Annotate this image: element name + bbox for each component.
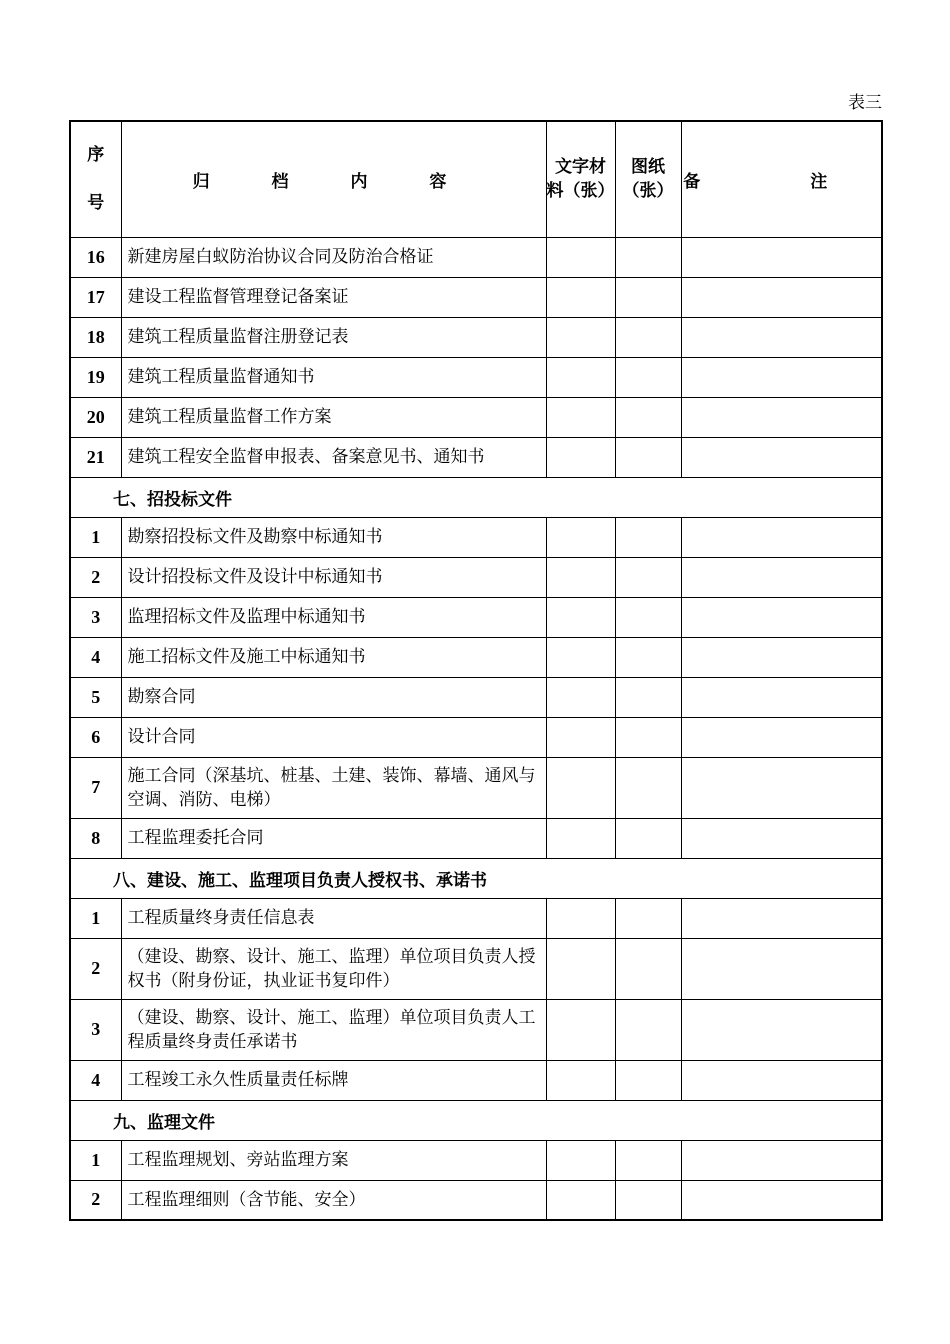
row-content: 建筑工程质量监督通知书 — [121, 357, 546, 397]
row-content: 工程监理规划、旁站监理方案 — [121, 1140, 546, 1180]
row-number: 2 — [70, 938, 121, 999]
text-material-cell — [546, 437, 615, 477]
table-row — [70, 597, 882, 637]
table-row — [70, 938, 882, 999]
row-number: 18 — [70, 317, 121, 357]
remarks-cell — [681, 557, 882, 597]
drawings-cell — [615, 1060, 681, 1100]
archive-table — [69, 120, 883, 1221]
drawings-cell — [615, 557, 681, 597]
remarks-cell — [681, 757, 882, 818]
header-text-line2: 料（张） — [546, 181, 615, 202]
table-row — [70, 1140, 882, 1180]
header-content: 归 档 内 容 — [121, 121, 546, 237]
drawings-cell — [615, 999, 681, 1060]
remarks-cell — [681, 818, 882, 858]
header-seq — [70, 121, 121, 237]
text-material-cell — [546, 1140, 615, 1180]
row-content: 新建房屋白蚁防治协议合同及防治合格证 — [121, 237, 546, 277]
row-number: 17 — [70, 277, 121, 317]
drawings-cell — [615, 1140, 681, 1180]
row-content: 施工合同（深基坑、桩基、土建、装饰、幕墙、通风与空调、消防、电梯） — [121, 757, 546, 818]
row-content: 工程监理委托合同 — [121, 818, 546, 858]
remarks-cell — [681, 517, 882, 557]
text-material-cell — [546, 1180, 615, 1220]
drawings-cell — [615, 437, 681, 477]
text-material-cell — [546, 898, 615, 938]
text-material-cell — [546, 237, 615, 277]
section-title: 九、监理文件 — [70, 1100, 882, 1140]
section-row — [70, 1100, 882, 1140]
row-number: 3 — [70, 597, 121, 637]
remarks-cell — [681, 357, 882, 397]
drawings-cell — [615, 317, 681, 357]
section-title: 八、建设、施工、监理项目负责人授权书、承诺书 — [70, 858, 882, 898]
row-number: 4 — [70, 637, 121, 677]
table-row — [70, 517, 882, 557]
row-number: 1 — [70, 517, 121, 557]
table-row — [70, 237, 882, 277]
text-material-cell — [546, 397, 615, 437]
section-title: 七、招投标文件 — [70, 477, 882, 517]
drawings-cell — [615, 818, 681, 858]
drawings-cell — [615, 717, 681, 757]
drawings-cell — [615, 237, 681, 277]
row-content: 设计招投标文件及设计中标通知书 — [121, 557, 546, 597]
row-number: 8 — [70, 818, 121, 858]
table-row — [70, 757, 882, 818]
header-seq-line1: 序 — [87, 145, 105, 166]
table-row — [70, 277, 882, 317]
row-content: 工程竣工永久性质量责任标牌 — [121, 1060, 546, 1100]
row-content: 建筑工程质量监督工作方案 — [121, 397, 546, 437]
drawings-cell — [615, 357, 681, 397]
text-material-cell — [546, 317, 615, 357]
remarks-cell — [681, 597, 882, 637]
table-row — [70, 818, 882, 858]
header-row — [70, 121, 882, 237]
drawings-cell — [615, 597, 681, 637]
text-material-cell — [546, 517, 615, 557]
row-number: 1 — [70, 898, 121, 938]
remarks-cell — [681, 437, 882, 477]
text-material-cell — [546, 557, 615, 597]
row-number: 5 — [70, 677, 121, 717]
drawings-cell — [615, 277, 681, 317]
header-text-material — [546, 121, 615, 237]
section-row — [70, 477, 882, 517]
row-number: 3 — [70, 999, 121, 1060]
text-material-cell — [546, 357, 615, 397]
row-content: 建筑工程质量监督注册登记表 — [121, 317, 546, 357]
drawings-cell — [615, 517, 681, 557]
row-content: 勘察合同 — [121, 677, 546, 717]
drawings-cell — [615, 677, 681, 717]
header-text-line1: 文字材 — [555, 157, 606, 178]
remarks-cell — [681, 237, 882, 277]
drawings-cell — [615, 397, 681, 437]
table-label: 表三 — [848, 93, 882, 113]
text-material-cell — [546, 818, 615, 858]
row-content: （建设、勘察、设计、施工、监理）单位项目负责人工程质量终身责任承诺书 — [121, 999, 546, 1060]
text-material-cell — [546, 1060, 615, 1100]
text-material-cell — [546, 999, 615, 1060]
remarks-cell — [681, 637, 882, 677]
drawings-cell — [615, 637, 681, 677]
row-number: 2 — [70, 1180, 121, 1220]
table-row — [70, 557, 882, 597]
row-content: 建筑工程安全监督申报表、备案意见书、通知书 — [121, 437, 546, 477]
remarks-cell — [681, 938, 882, 999]
row-content: （建设、勘察、设计、施工、监理）单位项目负责人授权书（附身份证，执业证书复印件） — [121, 938, 546, 999]
row-number: 20 — [70, 397, 121, 437]
row-number: 21 — [70, 437, 121, 477]
text-material-cell — [546, 277, 615, 317]
header-drawings — [615, 121, 681, 237]
table-row — [70, 357, 882, 397]
remarks-cell — [681, 717, 882, 757]
remarks-cell — [681, 1140, 882, 1180]
remarks-cell — [681, 1060, 882, 1100]
table-row — [70, 898, 882, 938]
table-body — [70, 237, 882, 1220]
header-draw-line1: 图纸 — [631, 157, 665, 178]
table-row — [70, 677, 882, 717]
text-material-cell — [546, 717, 615, 757]
row-number: 16 — [70, 237, 121, 277]
remarks-cell — [681, 317, 882, 357]
table-row — [70, 637, 882, 677]
remarks-cell — [681, 277, 882, 317]
remarks-cell — [681, 397, 882, 437]
row-content: 勘察招投标文件及勘察中标通知书 — [121, 517, 546, 557]
remarks-cell — [681, 1180, 882, 1220]
header-remarks: 备 注 — [681, 121, 882, 237]
drawings-cell — [615, 938, 681, 999]
row-content: 建设工程监督管理登记备案证 — [121, 277, 546, 317]
remarks-cell — [681, 999, 882, 1060]
drawings-cell — [615, 757, 681, 818]
row-number: 7 — [70, 757, 121, 818]
remarks-cell — [681, 898, 882, 938]
drawings-cell — [615, 898, 681, 938]
table-row — [70, 437, 882, 477]
row-content: 工程监理细则（含节能、安全） — [121, 1180, 546, 1220]
text-material-cell — [546, 757, 615, 818]
row-number: 4 — [70, 1060, 121, 1100]
row-number: 19 — [70, 357, 121, 397]
row-number: 2 — [70, 557, 121, 597]
table-row — [70, 317, 882, 357]
header-draw-line2: （张） — [622, 181, 674, 202]
text-material-cell — [546, 637, 615, 677]
table-row — [70, 999, 882, 1060]
text-material-cell — [546, 597, 615, 637]
row-content: 施工招标文件及施工中标通知书 — [121, 637, 546, 677]
remarks-cell — [681, 677, 882, 717]
row-number: 1 — [70, 1140, 121, 1180]
table-row — [70, 397, 882, 437]
header-seq-line2: 号 — [87, 193, 105, 214]
section-row — [70, 858, 882, 898]
drawings-cell — [615, 1180, 681, 1220]
row-content: 工程质量终身责任信息表 — [121, 898, 546, 938]
row-number: 6 — [70, 717, 121, 757]
row-content: 设计合同 — [121, 717, 546, 757]
table-row — [70, 1060, 882, 1100]
text-material-cell — [546, 938, 615, 999]
table-row — [70, 1180, 882, 1220]
text-material-cell — [546, 677, 615, 717]
row-content: 监理招标文件及监理中标通知书 — [121, 597, 546, 637]
table-row — [70, 717, 882, 757]
